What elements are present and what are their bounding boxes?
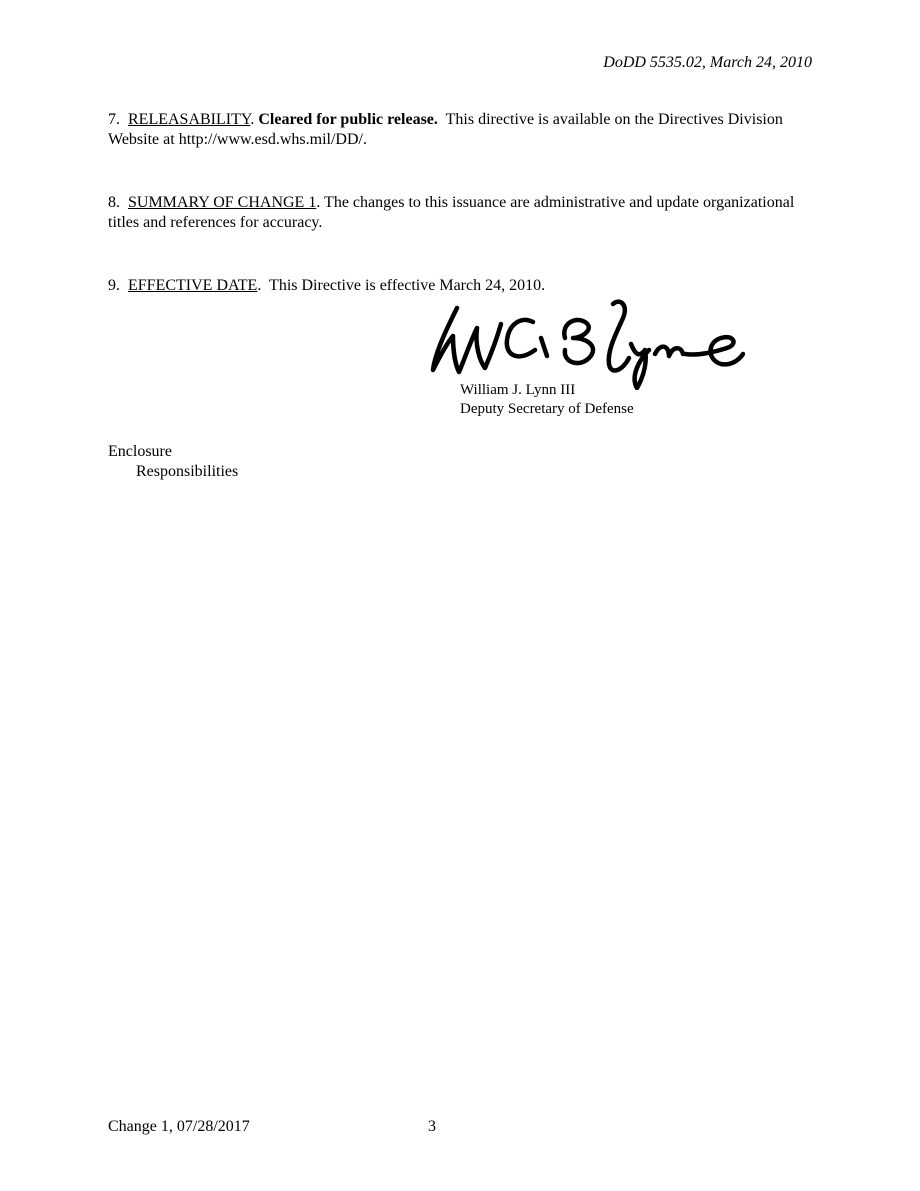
signature-block xyxy=(460,381,634,419)
enclosure-list xyxy=(108,442,238,482)
section-number: 7. xyxy=(108,111,120,128)
footer-page-number: 3 xyxy=(428,1118,436,1135)
section-releasability: 7. RELEASABILITY. Cleared for public release. This directive is available on the Directives Division Website at http://www.esd.whs.mil/DD/. xyxy=(108,111,783,148)
handwritten-signature xyxy=(425,298,745,390)
signer-title: Deputy Secretary of Defense xyxy=(460,401,634,417)
section-number: 8. xyxy=(108,194,120,211)
section-effective-date: 9. EFFECTIVE DATE. This Directive is effective March 24, 2010. xyxy=(108,277,546,294)
document-reference-header: DoDD 5535.02, March 24, 2010 xyxy=(603,54,812,71)
section-text: This Directive is effective March 24, 2010. xyxy=(269,277,546,294)
section-heading: EFFECTIVE DATE xyxy=(128,277,258,294)
section-number: 9. xyxy=(108,277,120,294)
section-summary-of-change: 8. SUMMARY OF CHANGE 1. The changes to this issuance are administrative and update organizational titles and references for accuracy. xyxy=(108,194,795,231)
enclosure-item: Responsibilities xyxy=(136,463,239,480)
section-heading: RELEASABILITY xyxy=(128,111,251,128)
section-bold-text: Cleared for public release. xyxy=(258,111,438,128)
section-heading: SUMMARY OF CHANGE 1 xyxy=(128,194,317,211)
section-text: The changes to this issuance are administrative and update organizational titles and references for accuracy. xyxy=(108,194,795,231)
footer-change-info: Change 1, 07/28/2017 xyxy=(108,1118,250,1135)
signer-name: William J. Lynn III xyxy=(460,382,576,398)
enclosure-label: Enclosure xyxy=(108,443,172,460)
section-text: This directive is available on the Directives Division Website at http://www.esd.whs.mil/DD/. xyxy=(108,111,783,148)
